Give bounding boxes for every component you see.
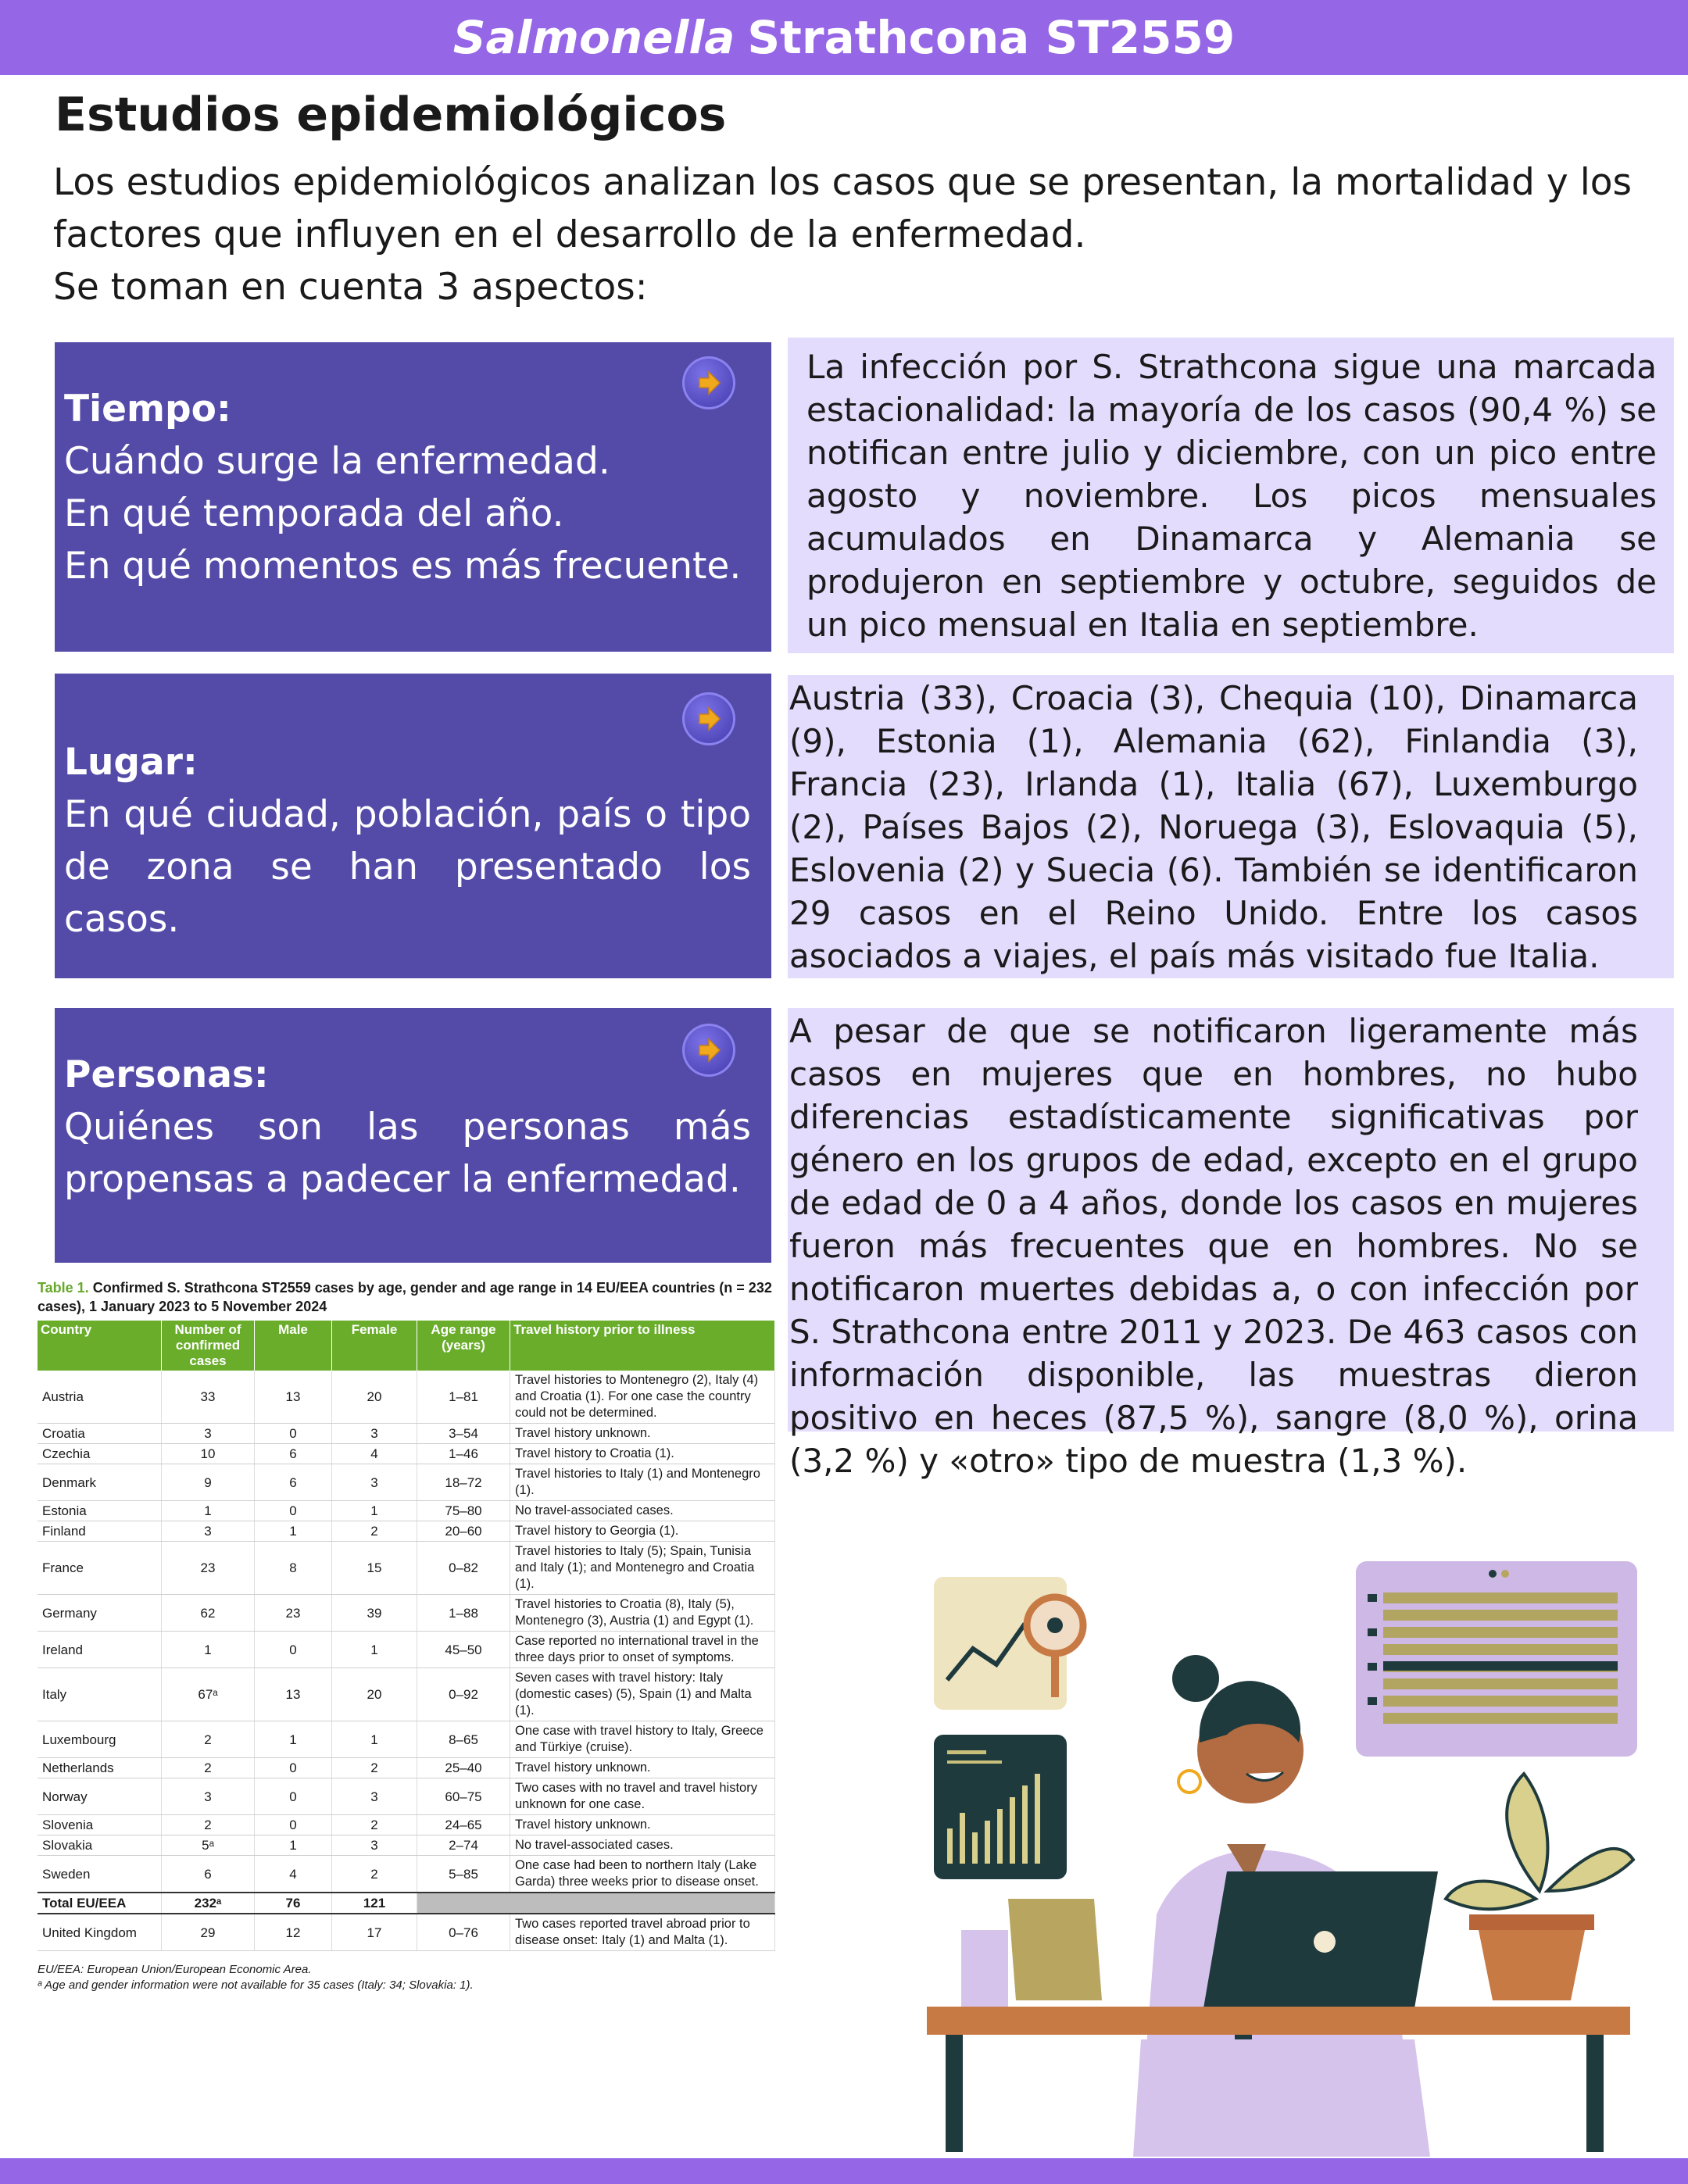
table-cell: Austria <box>38 1371 162 1424</box>
table-caption-text: Confirmed S. Strathcona ST2559 cases by age, gender and age range in 14 EU/EEA countries (n = 232 cases), 1 January 2023 to 5 November 2024 <box>38 1280 772 1314</box>
table-cell: 18–72 <box>417 1464 510 1501</box>
table-row <box>38 1914 775 1951</box>
table-cell: Travel history unknown. <box>510 1815 775 1835</box>
table-row <box>38 1542 775 1595</box>
table-cell: 62 <box>162 1595 255 1632</box>
card-lugar <box>55 674 771 978</box>
table-cell: 20 <box>332 1371 417 1424</box>
card-tiempo-label: Tiempo: <box>64 388 231 431</box>
table-cell: 3 <box>162 1778 255 1815</box>
table-row <box>38 1758 775 1778</box>
table-cell: 9 <box>162 1464 255 1501</box>
table-row <box>38 1464 775 1501</box>
table-cell: 3 <box>332 1464 417 1501</box>
table-cell: Travel history unknown. <box>510 1424 775 1444</box>
table-row <box>38 1424 775 1444</box>
table-row <box>38 1595 775 1632</box>
table-row <box>38 1501 775 1521</box>
table-header-cell: Age range (years) <box>417 1321 510 1371</box>
table-cell: Travel history to Georgia (1). <box>510 1521 775 1542</box>
table-cell: Case reported no international travel in the three days prior to onset of symptoms. <box>510 1632 775 1668</box>
table-cell: 2 <box>162 1815 255 1835</box>
woman-analyzing-data-illustration <box>899 1524 1649 2157</box>
table-cell: 75–80 <box>417 1501 510 1521</box>
card-tiempo-line: Cuándo surge la enfermedad. <box>64 440 610 483</box>
table-cell: 1 <box>332 1721 417 1758</box>
table-total-row <box>38 1893 775 1914</box>
table-header-cell: Female <box>332 1321 417 1371</box>
table-cell: 60–75 <box>417 1778 510 1815</box>
table-cell: 0 <box>255 1778 332 1815</box>
table-cell-empty <box>417 1893 775 1914</box>
table-cell: Norway <box>38 1778 162 1815</box>
info-box-personas <box>788 1008 1674 1480</box>
table-cell: 5–85 <box>417 1856 510 1893</box>
table-number: Table 1. <box>38 1280 89 1296</box>
table-cell: 2 <box>332 1856 417 1893</box>
table-cell: 23 <box>162 1542 255 1595</box>
table-cell: Finland <box>38 1521 162 1542</box>
table-cell: 2 <box>332 1815 417 1835</box>
table-note: EU/EEA: European Union/European Economic Area. <box>38 1963 312 1976</box>
table-notes <box>38 1962 775 1993</box>
table-cell: Germany <box>38 1595 162 1632</box>
table-cell: 4 <box>255 1856 332 1893</box>
table-cell: Travel history unknown. <box>510 1758 775 1778</box>
table-cell: Travel histories to Italy (1) and Montenegro (1). <box>510 1464 775 1501</box>
table-cell: 0–82 <box>417 1542 510 1595</box>
table-cell: One case had been to northern Italy (Lake Garda) three weeks prior to disease onset. <box>510 1856 775 1893</box>
table-cell: One case with travel history to Italy, Greece and Türkiye (cruise). <box>510 1721 775 1758</box>
arrow-right-icon <box>682 1024 735 1077</box>
header-title-italic: Salmonella <box>452 11 735 64</box>
table-cell: 1 <box>255 1835 332 1856</box>
table-cell: 17 <box>332 1914 417 1951</box>
table-cell: 1–81 <box>417 1371 510 1424</box>
table-row <box>38 1521 775 1542</box>
table-cell: 29 <box>162 1914 255 1951</box>
table-cell: Travel histories to Montenegro (2), Italy (4) and Croatia (1). For one case the country could not be determined. <box>510 1371 775 1424</box>
table-cell: 2 <box>162 1758 255 1778</box>
table-cell: Slovakia <box>38 1835 162 1856</box>
page-footer <box>0 2158 1688 2184</box>
table-cell: No travel-associated cases. <box>510 1835 775 1856</box>
table-cell: 0 <box>255 1424 332 1444</box>
table-cell: 8–65 <box>417 1721 510 1758</box>
table-cell: Two cases reported travel abroad prior to disease onset: Italy (1) and Malta (1). <box>510 1914 775 1951</box>
card-personas <box>55 1008 771 1263</box>
table-note: ᵃ Age and gender information were not available for 35 cases (Italy: 34; Slovakia: 1). <box>38 1978 474 1992</box>
table-row <box>38 1444 775 1464</box>
table-cell: 4 <box>332 1444 417 1464</box>
table-cell: 0 <box>255 1501 332 1521</box>
table-cell: Travel histories to Croatia (8), Italy (5), Montenegro (3), Austria (1) and Egypt (1). <box>510 1595 775 1632</box>
table-cell: Seven cases with travel history: Italy (domestic cases) (5), Spain (1) and Malta (1). <box>510 1668 775 1721</box>
page-header <box>0 0 1688 75</box>
table-cell: 20–60 <box>417 1521 510 1542</box>
table-cell: 1 <box>162 1501 255 1521</box>
table-cell: Netherlands <box>38 1758 162 1778</box>
table-cell: Two cases with no travel and travel history unknown for one case. <box>510 1778 775 1815</box>
info-box-text: A pesar de que se notificaron ligeramente más casos en mujeres que en hombres, no hubo diferencias estadísticamente significativas por género en los grupos de edad, excepto en el grupo de edad de 0 a 4 años, donde los casos en mujeres fueron más frecuentes que en hombres. No se notificaron muertes debidas a, o con infección por S. Strathcona entre 2011 y 2023. De 463 casos con información disponible, las muestras dieron positivo en heces (87,5 %), sangre (8,0 %), orina (3,2 %) y «otro» tipo de muestra (1,3 %). <box>789 1012 1638 1480</box>
table-caption <box>38 1278 775 1316</box>
table-cell: Total EU/EEA <box>38 1893 162 1914</box>
table-cell: 2–74 <box>417 1835 510 1856</box>
table-cell: 6 <box>255 1464 332 1501</box>
table-row <box>38 1371 775 1424</box>
table-cell: 25–40 <box>417 1758 510 1778</box>
arrow-right-icon <box>682 356 735 409</box>
table-cell: 3 <box>162 1521 255 1542</box>
table-cell: Travel history to Croatia (1). <box>510 1444 775 1464</box>
table-header-cell: Country <box>38 1321 162 1371</box>
table-cell: 1 <box>255 1521 332 1542</box>
table-cell: 3 <box>332 1424 417 1444</box>
table-row <box>38 1632 775 1668</box>
card-tiempo <box>55 342 771 652</box>
table-cell: 0 <box>255 1758 332 1778</box>
table-cell: Slovenia <box>38 1815 162 1835</box>
table-cell: 8 <box>255 1542 332 1595</box>
table-cell: 5ᵃ <box>162 1835 255 1856</box>
table-cell: 232ᵃ <box>162 1893 255 1914</box>
table-cell: 1 <box>332 1632 417 1668</box>
table-cell: 13 <box>255 1371 332 1424</box>
table-cell: 45–50 <box>417 1632 510 1668</box>
arrow-right-icon <box>682 692 735 745</box>
table-cell: 0 <box>255 1632 332 1668</box>
table-row <box>38 1721 775 1758</box>
table-header-row <box>38 1321 775 1371</box>
table-cell: 33 <box>162 1371 255 1424</box>
table-cell: No travel-associated cases. <box>510 1501 775 1521</box>
table-cell: 3 <box>332 1835 417 1856</box>
table-cell: 67ᵃ <box>162 1668 255 1721</box>
table-cell: 39 <box>332 1595 417 1632</box>
table-cell: Czechia <box>38 1444 162 1464</box>
table-cell: 15 <box>332 1542 417 1595</box>
card-tiempo-line: En qué temporada del año. <box>64 492 564 535</box>
section-title: Estudios epidemiológicos <box>55 88 727 142</box>
table-cell: 0 <box>255 1815 332 1835</box>
table-cell: 2 <box>332 1521 417 1542</box>
table-cell: Ireland <box>38 1632 162 1668</box>
table-cell: Sweden <box>38 1856 162 1893</box>
table-cell: 1–88 <box>417 1595 510 1632</box>
table-cell: 6 <box>255 1444 332 1464</box>
info-box-text: Austria (33), Croacia (3), Chequia (10), Dinamarca (9), Estonia (1), Alemania (62), Finlandia (3), Francia (23), Irlanda (1), Italia (67), Luxemburgo (2), Países Bajos (2), Noruega (3), Eslovaquia (5), Eslovenia (2) y Suecia (6). También se identificaron 29 casos en el Reino Unido. Entre los casos asociados a viajes, el país más visitado fue Italia. <box>789 679 1638 975</box>
card-tiempo-line: En qué momentos es más frecuente. <box>64 545 742 588</box>
table-cell: Estonia <box>38 1501 162 1521</box>
table-cell: 0–92 <box>417 1668 510 1721</box>
table-cell: 12 <box>255 1914 332 1951</box>
table-header-cell: Male <box>255 1321 332 1371</box>
table-cell: 2 <box>162 1721 255 1758</box>
table-cell: Croatia <box>38 1424 162 1444</box>
card-lugar-text: En qué ciudad, población, país o tipo de zona se han presentado los casos. <box>64 793 751 941</box>
table-cell: 1 <box>332 1501 417 1521</box>
table-cell: 2 <box>332 1758 417 1778</box>
table-row <box>38 1835 775 1856</box>
table-cell: 10 <box>162 1444 255 1464</box>
info-box-text: La infección por S. Strathcona sigue una marcada estacionalidad: la mayoría de los casos (90,4 %) se notifican entre julio y diciembre, con un pico entre agosto y noviembre. Los picos mensuales acumulados en Dinamarca y Alemania se produjeron en septiembre y octubre, seguidos de un pico mensual en Italia en septiembre. <box>806 348 1657 644</box>
cases-table <box>38 1321 775 1951</box>
table-header-cell: Travel history prior to illness <box>510 1321 775 1371</box>
card-lugar-label: Lugar: <box>64 741 198 784</box>
table-cell: 3 <box>332 1778 417 1815</box>
card-personas-text: Quiénes son las personas más propensas a padecer la enfermedad. <box>64 1106 751 1201</box>
table-row <box>38 1778 775 1815</box>
table-cell: 23 <box>255 1595 332 1632</box>
table-cell: 76 <box>255 1893 332 1914</box>
info-box-tiempo <box>788 338 1674 653</box>
table-cell: 20 <box>332 1668 417 1721</box>
table-cell: Italy <box>38 1668 162 1721</box>
table-cell: 3 <box>162 1424 255 1444</box>
table-cell: 1 <box>162 1632 255 1668</box>
table-cell: 13 <box>255 1668 332 1721</box>
table-cell: Travel histories to Italy (5); Spain, Tunisia and Italy (1); and Montenegro and Croatia (1). <box>510 1542 775 1595</box>
header-title: Strathcona ST2559 <box>747 11 1236 64</box>
card-personas-label: Personas: <box>64 1053 269 1096</box>
table-cell: United Kingdom <box>38 1914 162 1951</box>
table-cell: Luxembourg <box>38 1721 162 1758</box>
intro-aspects-line: Se toman en cuenta 3 aspectos: <box>53 266 648 309</box>
intro-text <box>53 156 1632 313</box>
table-cell: 0–76 <box>417 1914 510 1951</box>
table-cell: 1 <box>255 1721 332 1758</box>
table-cell: Denmark <box>38 1464 162 1501</box>
table-cell: 3–54 <box>417 1424 510 1444</box>
table-cell: 24–65 <box>417 1815 510 1835</box>
table-cell: 121 <box>332 1893 417 1914</box>
table-header-cell: Number of confirmed cases <box>162 1321 255 1371</box>
intro-paragraph: Los estudios epidemiológicos analizan los casos que se presentan, la mortalidad y los factores que influyen en el desarrollo de la enfermedad. <box>53 161 1632 256</box>
table-cell: 1–46 <box>417 1444 510 1464</box>
table-cell: France <box>38 1542 162 1595</box>
table-row <box>38 1668 775 1721</box>
table-row <box>38 1815 775 1835</box>
info-box-lugar <box>788 675 1674 978</box>
cases-table-figure <box>38 1278 775 1993</box>
table-row <box>38 1856 775 1893</box>
table-cell: 6 <box>162 1856 255 1893</box>
